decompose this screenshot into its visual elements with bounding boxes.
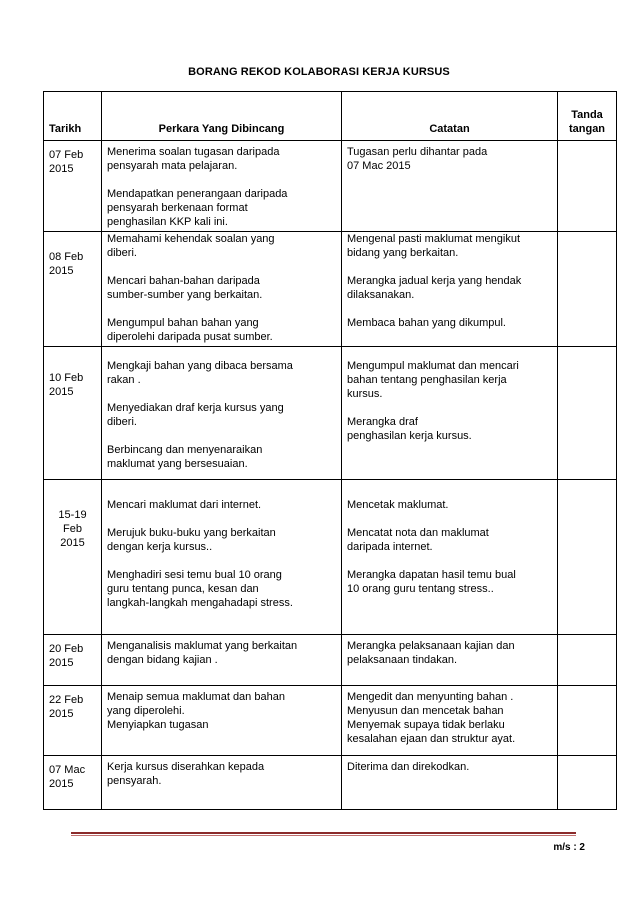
perkara-paragraph: Memahami kehendak soalan yang diberi. xyxy=(107,233,275,259)
row-perkara xyxy=(102,347,342,480)
catatan-paragraph: Mengumpul maklumat dan mencari bahan tentang penghasilan kerja kursus. xyxy=(347,360,519,400)
table-row xyxy=(44,635,617,686)
perkara-paragraph: Mencari maklumat dari internet. xyxy=(107,499,262,511)
catatan-paragraph: Merangka draf penghasilan kerja kursus. xyxy=(347,416,472,442)
footer-rule-thin xyxy=(71,835,576,836)
perkara-paragraph: Mengkaji bahan yang dibaca bersama rakan . xyxy=(107,360,293,386)
header-tarikh: Tarikh xyxy=(44,92,102,141)
table-row xyxy=(44,686,617,756)
perkara-paragraph: Kerja kursus diserahkan kepada pensyarah. xyxy=(107,761,265,787)
row-signature xyxy=(558,686,617,756)
perkara-paragraph: Menerima soalan tugasan daripada pensyarah mata pelajaran. xyxy=(107,146,280,172)
row-perkara xyxy=(102,232,342,347)
catatan-paragraph: Mencetak maklumat. xyxy=(347,499,449,511)
perkara-paragraph: Mendapatkan penerangaan daripada pensyarah berkenaan format penghasilan KKP kali ini. xyxy=(107,188,288,228)
perkara-paragraph: Berbincang dan menyenaraikan maklumat yang bersesuaian. xyxy=(107,444,263,470)
footer-rule xyxy=(71,832,576,834)
row-catatan xyxy=(342,480,558,635)
perkara-paragraph: Mengumpul bahan bahan yang diperolehi daripada pusat sumber. xyxy=(107,317,273,343)
row-signature xyxy=(558,347,617,480)
row-date: 15-19 Feb 2015 xyxy=(44,480,102,635)
perkara-paragraph: Mencari bahan-bahan daripada sumber-sumber yang berkaitan. xyxy=(107,275,263,301)
collaboration-record-table xyxy=(43,91,617,810)
row-date: 07 Feb 2015 xyxy=(44,141,102,232)
row-perkara xyxy=(102,686,342,756)
row-perkara xyxy=(102,480,342,635)
table-row xyxy=(44,756,617,810)
form-title: BORANG REKOD KOLABORASI KERJA KURSUS xyxy=(188,66,450,78)
catatan-paragraph: Merangka pelaksanaan kajian dan pelaksanaan tindakan. xyxy=(347,640,515,666)
row-date: 07 Mac 2015 xyxy=(44,756,102,810)
table-row xyxy=(44,347,617,480)
row-catatan xyxy=(342,686,558,756)
row-date: 10 Feb 2015 xyxy=(44,347,102,480)
row-catatan xyxy=(342,347,558,480)
row-signature xyxy=(558,232,617,347)
header-catatan: Catatan xyxy=(342,92,558,141)
catatan-paragraph: Merangka jadual kerja yang hendak dilaksanakan. xyxy=(347,275,522,301)
row-date: 22 Feb 2015 xyxy=(44,686,102,756)
row-perkara xyxy=(102,635,342,686)
catatan-paragraph: Membaca bahan yang dikumpul. xyxy=(347,317,506,329)
table-row xyxy=(44,480,617,635)
table-row xyxy=(44,141,617,232)
page-number: m/s : 2 xyxy=(553,842,585,853)
row-catatan xyxy=(342,141,558,232)
catatan-paragraph: Merangka dapatan hasil temu bual 10 orang guru tentang stress.. xyxy=(347,569,516,595)
row-date: 08 Feb 2015 xyxy=(44,232,102,347)
perkara-paragraph: Menaip semua maklumat dan bahan yang diperolehi. Menyiapkan tugasan xyxy=(107,691,285,731)
catatan-paragraph: Mengenal pasti maklumat mengikut bidang yang berkaitan. xyxy=(347,233,521,259)
perkara-paragraph: Menyediakan draf kerja kursus yang diberi. xyxy=(107,402,284,428)
row-catatan xyxy=(342,635,558,686)
header-tanda-tangan: Tanda tangan xyxy=(558,92,617,141)
header-perkara: Perkara Yang Dibincang xyxy=(102,92,342,141)
table-row xyxy=(44,232,617,347)
perkara-paragraph: Merujuk buku-buku yang berkaitan dengan kerja kursus.. xyxy=(107,527,276,553)
catatan-paragraph: Mengedit dan menyunting bahan . Menyusun dan mencetak bahan Menyemak supaya tidak berlaku kesalahan ejaan dan struktur ayat. xyxy=(347,691,516,745)
perkara-paragraph: Menghadiri sesi temu bual 10 orang guru tentang punca, kesan dan langkah-langkah mengahadapi stress. xyxy=(107,569,293,609)
row-perkara xyxy=(102,141,342,232)
catatan-paragraph: Mencatat nota dan maklumat daripada internet. xyxy=(347,527,489,553)
row-signature xyxy=(558,635,617,686)
row-signature xyxy=(558,141,617,232)
catatan-paragraph: Tugasan perlu dihantar pada 07 Mac 2015 xyxy=(347,146,488,172)
perkara-paragraph: Menganalisis maklumat yang berkaitan dengan bidang kajian . xyxy=(107,640,298,666)
row-signature xyxy=(558,480,617,635)
row-catatan xyxy=(342,756,558,810)
catatan-paragraph: Diterima dan direkodkan. xyxy=(347,761,470,773)
row-perkara xyxy=(102,756,342,810)
row-date: 20 Feb 2015 xyxy=(44,635,102,686)
row-signature xyxy=(558,756,617,810)
row-catatan xyxy=(342,232,558,347)
